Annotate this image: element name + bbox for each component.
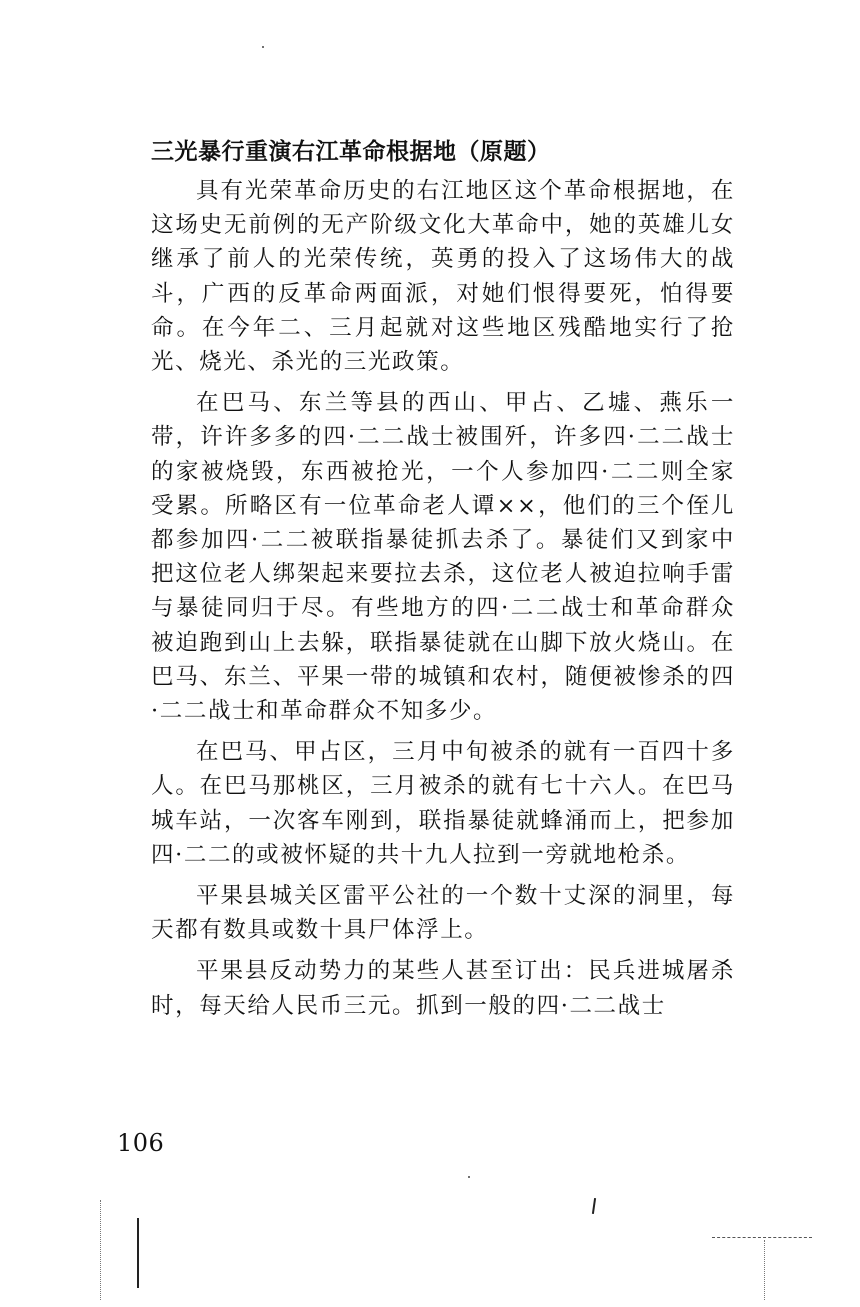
paragraph: 在巴马、甲占区，三月中旬被杀的就有一百四十多人。在巴马那桃区，三月被杀的就有七十六人。在巴马城车站，一次客车刚到，联指暴徒就蜂涌而上，把参加四·二二的或被怀疑的共十九人拉到一旁就地枪杀。 [151, 739, 735, 868]
margin-rule-left [137, 1218, 139, 1288]
scan-edge-right [712, 1237, 812, 1238]
scan-edge-right-vertical [764, 1240, 765, 1300]
article-heading: 三光暴行重演右江革命根据地（原题） [151, 139, 551, 165]
scan-edge-left [100, 1200, 101, 1300]
scan-speck [262, 46, 264, 48]
paragraph: 具有光荣革命历史的右江地区这个革命根据地，在这场史无前例的无产阶级文化大革命中，她的英雄儿女继承了前人的光荣传统，英勇的投入了这场伟大的战斗，广西的反革命两面派，对她们恨得要死，怕得要命。在今年二、三月起就对这些地区残酷地实行了抢光、烧光、杀光的三光政策。 [151, 178, 735, 376]
page-number: 106 [117, 1129, 165, 1157]
paragraph: 平果县反动势力的某些人甚至订出：民兵进城屠杀时，每天给人民币三元。抓到一般的四·二二战士 [151, 958, 735, 1019]
paragraph: 在巴马、东兰等县的西山、甲占、乙墟、燕乐一带，许许多多的四·二二战士被围歼，许多四·二二战士的家被烧毁，东西被抢光，一个人参加四·二二则全家受累。所略区有一位革命老人谭××，他们的三个侄儿都参加四·二二被联指暴徒抓去杀了。暴徒们又到家中把这位老人绑架起来要拉去杀，这位老人被迫拉响手雷与暴徒同归于尽。有些地方的四·二二战士和革命群众被迫跑到山上去躲，联指暴徒就在山脚下放火烧山。在巴马、东兰、平果一带的城镇和农村，随便被惨杀的四·二二战士和革命群众不知多少。 [151, 390, 735, 725]
article-body [151, 174, 735, 1030]
paragraph: 平果县城关区雷平公社的一个数十丈深的洞里，每天都有数具或数十具尸体浮上。 [151, 883, 735, 944]
scan-mark-bottom [592, 1198, 596, 1214]
scan-speck [468, 1176, 470, 1178]
